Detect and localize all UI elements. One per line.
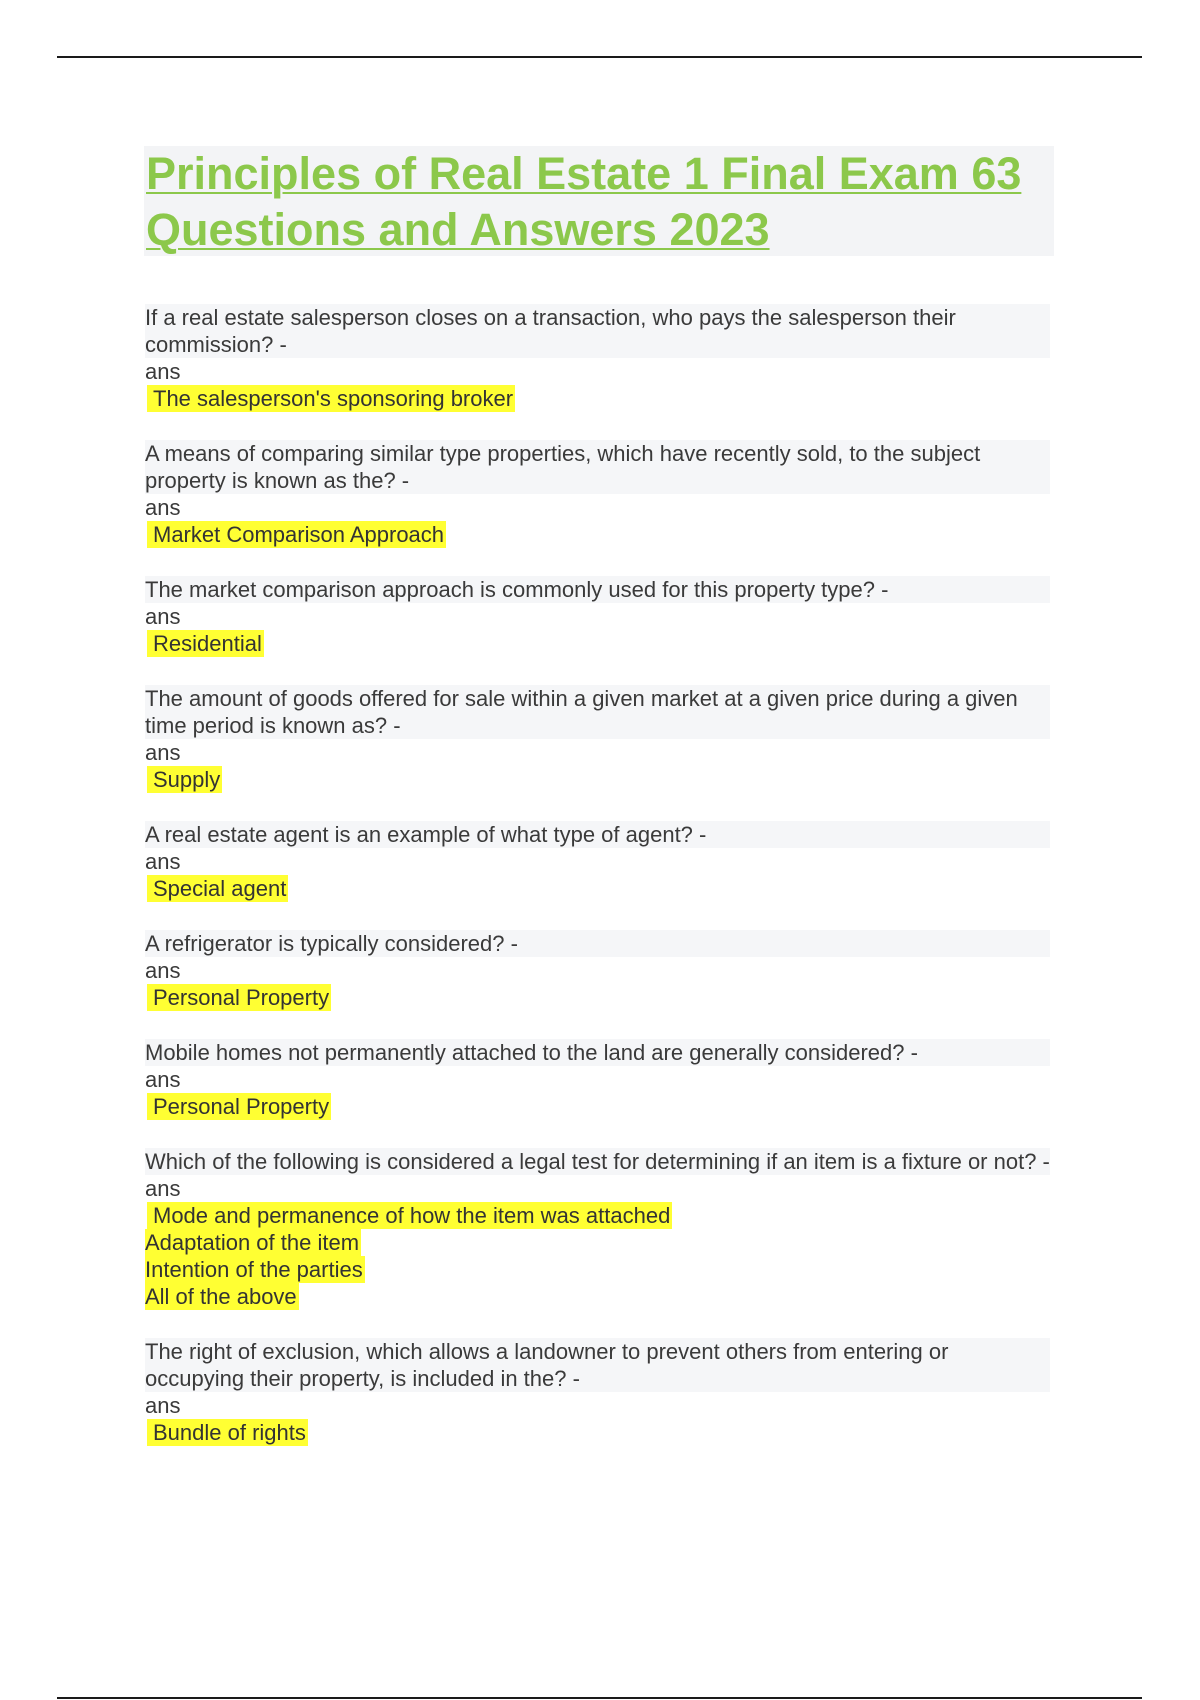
question-text: If a real estate salesperson closes on a transaction, who pays the salesperson their commission? - (145, 304, 1050, 358)
title-block (144, 146, 1054, 256)
bottom-divider (57, 1697, 1142, 1699)
highlighted-answer: The salesperson's sponsoring broker (147, 385, 515, 412)
highlighted-answer: All of the above (145, 1284, 297, 1309)
answer-list (145, 1093, 1050, 1120)
answer-list (145, 984, 1050, 1011)
answer-label: ans (145, 958, 181, 983)
question-text: A real estate agent is an example of what type of agent? - (145, 821, 1050, 848)
answer-label: ans (145, 1067, 181, 1092)
answer-list (145, 875, 1050, 902)
question-text: Mobile homes not permanently attached to the land are generally considered? - (145, 1039, 1050, 1066)
highlighted-answer: Residential (147, 630, 264, 657)
question-text: Which of the following is considered a legal test for determining if an item is a fixture or not? - (145, 1149, 1050, 1174)
answer-list (145, 1202, 1050, 1310)
answer-list (145, 521, 1050, 548)
answer-label: ans (145, 604, 181, 629)
qa-item (145, 1148, 1050, 1310)
qa-list (145, 304, 1050, 1474)
highlighted-answer: Adaptation of the item (145, 1230, 360, 1255)
answer-list (145, 766, 1050, 793)
qa-item (145, 930, 1050, 1011)
answer-list (145, 385, 1050, 412)
highlighted-answer: Personal Property (147, 984, 331, 1011)
answer-list (145, 1419, 1050, 1446)
highlighted-answer: Personal Property (147, 1093, 331, 1120)
highlighted-answer: Market Comparison Approach (147, 521, 446, 548)
qa-item (145, 821, 1050, 902)
qa-item (145, 576, 1050, 657)
answer-label: ans (145, 849, 181, 874)
highlighted-answer: Special agent (147, 875, 288, 902)
highlighted-answer: Supply (147, 766, 222, 793)
highlighted-answer: Intention of the parties (145, 1257, 363, 1282)
question-text: The amount of goods offered for sale within a given market at a given price during a given time period is known as? - (145, 685, 1050, 739)
highlighted-answer: Bundle of rights (147, 1419, 308, 1446)
question-text: The market comparison approach is commonly used for this property type? - (145, 576, 1050, 603)
question-text: A refrigerator is typically considered? - (145, 930, 1050, 957)
document-title[interactable]: Principles of Real Estate 1 Final Exam 63 Questions and Answers 2023 (146, 148, 1022, 255)
question-text: The right of exclusion, which allows a landowner to prevent others from entering or occupying their property, is included in the? - (145, 1338, 1050, 1392)
qa-item (145, 304, 1050, 412)
qa-item (145, 1338, 1050, 1446)
answer-label: ans (145, 359, 181, 384)
answer-label: ans (145, 740, 181, 765)
highlighted-answer: Mode and permanence of how the item was attached (147, 1202, 672, 1229)
answer-list (145, 630, 1050, 657)
answer-label: ans (145, 495, 181, 520)
answer-label: ans (145, 1393, 181, 1418)
qa-item (145, 440, 1050, 548)
qa-item (145, 1039, 1050, 1120)
answer-label: ans (145, 1176, 181, 1201)
top-divider (57, 56, 1142, 58)
qa-item (145, 685, 1050, 793)
question-text: A means of comparing similar type properties, which have recently sold, to the subject property is known as the? - (145, 440, 1050, 494)
